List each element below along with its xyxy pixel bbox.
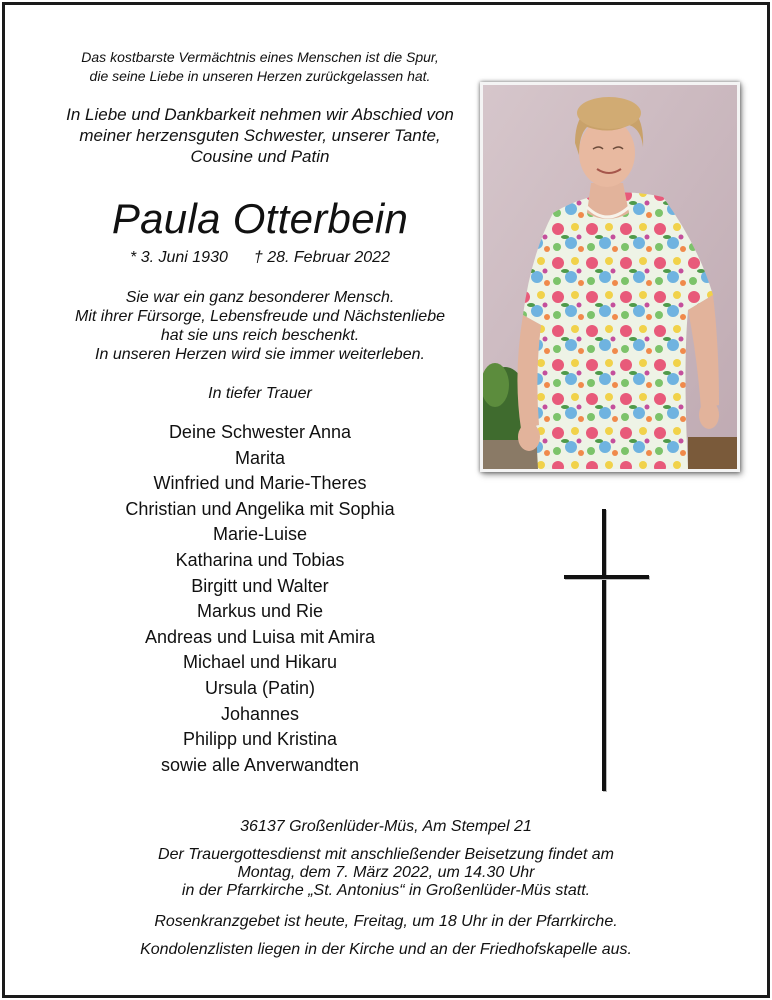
family-member: Christian und Angelika mit Sophia xyxy=(125,498,395,519)
mourning-label: In tiefer Trauer xyxy=(208,385,312,402)
tribute-line: hat sie uns reich beschenkt. xyxy=(160,327,360,344)
tribute-line: Mit ihrer Fürsorge, Lebensfreude und Nächstenliebe xyxy=(75,308,445,325)
opening-quote xyxy=(30,48,490,86)
quote-line: die seine Liebe in unseren Herzen zurückgelassen hat. xyxy=(89,68,431,84)
death-date: † 28. Februar 2022 xyxy=(253,249,390,266)
life-dates xyxy=(30,247,490,269)
cross-horizontal-bar xyxy=(564,575,649,579)
family-member: Winfried und Marie-Theres xyxy=(153,473,367,494)
rosary-prayer-info: Rosenkranzgebet ist heute, Freitag, um 18 Uhr in der Pfarrkirche. xyxy=(154,913,618,930)
service-line: Der Trauergottesdienst mit anschließender Beisetzung findet am xyxy=(158,846,614,863)
tribute-line: Sie war ein ganz besonderer Mensch. xyxy=(125,289,395,306)
birth-date: * 3. Juni 1930 xyxy=(130,249,228,266)
funeral-service-info xyxy=(30,846,742,900)
intro-line: meiner herzensguten Schwester, unserer Tante, xyxy=(79,126,441,145)
intro-line: Cousine und Patin xyxy=(190,147,330,166)
family-member: Ursula (Patin) xyxy=(204,677,316,698)
service-line: Montag, dem 7. März 2022, um 14.30 Uhr xyxy=(237,864,535,881)
family-member: Marita xyxy=(234,447,285,468)
family-member: Michael und Hikaru xyxy=(182,652,338,673)
family-member: Markus und Rie xyxy=(196,601,324,622)
family-member: sowie alle Anverwandten xyxy=(160,754,360,775)
family-member: Andreas und Luisa mit Amira xyxy=(144,626,376,647)
tribute-text xyxy=(30,288,490,364)
intro-line: In Liebe und Dankbarkeit nehmen wir Abschied von xyxy=(66,105,454,124)
quote-line: Das kostbarste Vermächtnis eines Menschen ist die Spur, xyxy=(81,49,439,65)
family-member: Philipp und Kristina xyxy=(182,729,338,750)
family-member: Katharina und Tobias xyxy=(175,549,345,570)
tribute-line: In unseren Herzen wird sie immer weiterleben. xyxy=(95,346,425,363)
portrait-photo xyxy=(480,82,740,472)
family-member: Birgitt und Walter xyxy=(191,575,329,596)
family-list xyxy=(30,420,490,778)
family-member: Deine Schwester Anna xyxy=(168,422,352,442)
intro-text xyxy=(30,104,490,167)
address: 36137 Großenlüder-Müs, Am Stempel 21 xyxy=(240,818,532,835)
deceased-name: Paula Otterbein xyxy=(111,195,409,242)
service-line: in der Pfarrkirche „St. Antonius“ in Großenlüder-Müs statt. xyxy=(181,882,591,899)
cross-vertical-bar xyxy=(602,509,606,791)
family-member: Johannes xyxy=(220,703,300,724)
condolence-info: Kondolenzlisten liegen in der Kirche und an der Friedhofskapelle aus. xyxy=(140,941,632,958)
family-member: Marie-Luise xyxy=(212,524,308,545)
